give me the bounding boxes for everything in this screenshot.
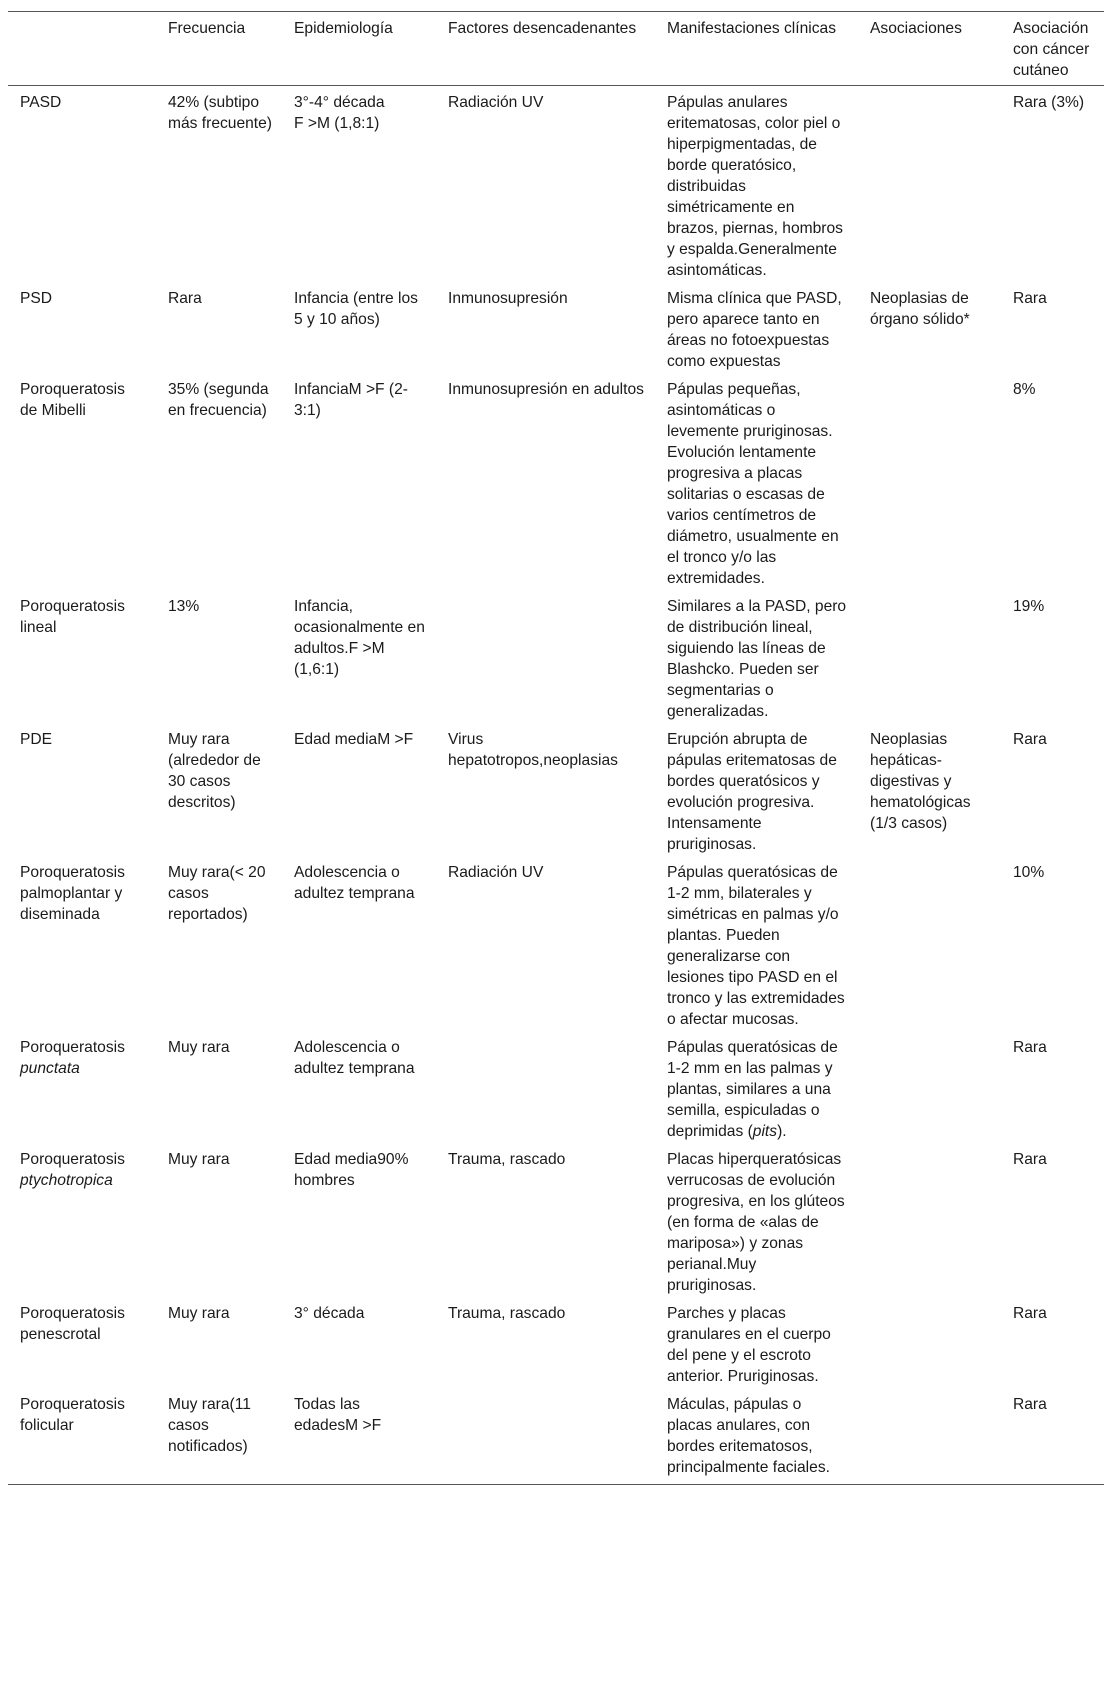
skin-cancer-cell: Rara [1001,1388,1104,1485]
associations-cell: Neoplasias de órgano sólido* [870,290,970,328]
associations-cell [858,590,1001,723]
epidemiology-cell: Todas las edadesM >F [282,1388,436,1485]
frequency-cell: 13% [168,598,200,615]
table-row [8,1388,1104,1485]
type-name: PASD [20,94,62,111]
clinical-cell [655,590,858,723]
table-row [8,373,1104,590]
type-cell [8,1143,156,1297]
type-name: PSD [20,290,53,307]
type-name-italic: punctata [20,1060,80,1077]
frequency-cell: Rara [168,290,202,307]
clinical-cell [655,1031,858,1143]
header-cell [8,12,156,86]
type-name: Poroqueratosis [20,1039,125,1056]
skin-cancer-cell: Rara [1013,1305,1047,1322]
skin-cancer-cell: 19% [1013,598,1045,615]
triggers-cell: Inmunosupresión [448,290,568,307]
triggers-cell: Inmunosupresión en adultos [448,381,644,398]
type-name: Poroqueratosis lineal [20,598,125,636]
triggers-cell: Trauma, rascado [448,1151,566,1168]
clinical-cell [655,86,858,283]
epidemiology-cell: 3° década [294,1305,365,1322]
associations-cell [858,373,1001,590]
table-row [8,590,1104,723]
clinical-text: Máculas, pápulas o placas anulares, con bordes eritematosos, principalmente faciales. [667,1396,830,1476]
epidemiology-cell: Adolescencia o adultez temprana [294,1039,415,1077]
type-cell [8,1031,156,1143]
associations-cell [858,1388,1001,1485]
clinical-text: Similares a la PASD, pero de distribución lineal, siguiendo las líneas de Blashcko. Pueden ser segmentarias o generalizadas. [667,598,847,720]
epidemiology-cell: Infancia (entre los 5 y 10 años) [294,290,418,328]
clinical-cell [655,856,858,1031]
clinical-text: Placas hiperqueratósicas verrucosas de evolución progresiva, en los glúteos (en forma de «alas de mariposa») y zonas perianal.Muy pruriginosas. [667,1151,845,1294]
associations-cell [858,1143,1001,1297]
clinical-cell [655,282,858,373]
type-name: Poroqueratosis de Mibelli [20,381,125,419]
header-cell: Manifestaciones clínicas [655,12,858,86]
triggers-cell: Trauma, rascado [448,1305,566,1322]
header-cell: Asociación con cáncer cutáneo [1001,12,1104,86]
header-cell: Factores desencadenantes [436,12,655,86]
triggers-cell [436,590,655,723]
epidemiology-cell: Edad media90% hombres [294,1151,409,1189]
porokeratosis-table [8,11,1104,1485]
type-cell [8,1388,156,1485]
skin-cancer-cell: Rara (3%) [1013,94,1085,111]
skin-cancer-cell: Rara [1013,1039,1047,1056]
type-name: Poroqueratosis [20,1151,125,1168]
clinical-text: Pápulas queratósicas de 1-2 mm, bilaterales y simétricas en palmas y/o plantas. Pueden generalizarse con lesiones tipo PASD en el tronco y las extremidades o afectar mucosas. [667,864,845,1028]
triggers-cell: Virus hepatotropos,neoplasias [448,731,618,769]
epidemiology-cell: Adolescencia o adultez temprana [294,864,415,902]
clinical-text: Pápulas pequeñas, asintomáticas o levemente pruriginosas. Evolución lentamente progresiva a placas solitarias o escasas de varios centímetros de diámetro, usualmente en el tronco y/o las extremidades. [667,381,839,587]
triggers-cell: Radiación UV [448,94,544,111]
header-cell: Frecuencia [156,12,282,86]
type-name-italic: ptychotropica [20,1172,113,1189]
clinical-cell [655,1297,858,1388]
frequency-cell: Muy rara (alrededor de 30 casos descritos) [168,731,261,811]
frequency-cell: Muy rara [168,1039,230,1056]
associations-cell [858,1031,1001,1143]
table-row [8,1143,1104,1297]
skin-cancer-cell: Rara [1013,290,1047,307]
triggers-cell: Radiación UV [448,864,544,881]
clinical-cell [655,1143,858,1297]
skin-cancer-cell: 10% [1013,864,1045,881]
table-container [8,11,1104,1485]
epidemiology-cell: Infancia, ocasionalmente en adultos.F >M (1,6:1) [294,598,425,678]
header-cell: Asociaciones [858,12,1001,86]
table-row [8,856,1104,1031]
table-row [8,1031,1104,1143]
frequency-cell: 42% (subtipo más frecuente) [168,94,273,132]
clinical-cell [655,723,858,856]
clinical-text: Parches y placas granulares en el cuerpo del pene y el escroto anterior. Pruriginosas. [667,1305,831,1385]
triggers-cell [436,1031,655,1143]
associations-cell [858,86,1001,283]
skin-cancer-cell: Rara [1013,731,1047,748]
type-cell [8,86,156,283]
associations-cell: Neoplasias hepáticas-digestivas y hematológicas (1/3 casos) [870,731,971,832]
frequency-cell: Muy rara [168,1305,230,1322]
type-name: Poroqueratosis palmoplantar y diseminada [20,864,125,923]
table-row [8,86,1104,283]
frequency-cell: Muy rara [168,1151,230,1168]
type-cell [8,590,156,723]
type-cell [8,373,156,590]
table-row [8,723,1104,856]
clinical-text: Pápulas queratósicas de 1-2 mm en las palmas y plantas, similares a una semilla, espiculadas o deprimidas ( [667,1039,838,1140]
type-cell [8,282,156,373]
epidemiology-cell: 3°-4° década F >M (1,8:1) [294,94,385,132]
type-cell [8,1297,156,1388]
header-row [8,12,1104,86]
skin-cancer-cell: Rara [1013,1151,1047,1168]
frequency-cell: 35% (segunda en frecuencia) [168,381,269,419]
clinical-text: Erupción abrupta de pápulas eritematosas de bordes queratósicos y evolución progresiva. Intensamente pruriginosas. [667,731,837,853]
type-name: PDE [20,731,53,748]
type-name: Poroqueratosis folicular [20,1396,125,1434]
header-cell: Epidemiología [282,12,436,86]
clinical-italic: pits [752,1123,778,1140]
frequency-cell: Muy rara(< 20 casos reportados) [168,864,266,923]
type-cell [8,856,156,1031]
triggers-cell [436,1388,655,1485]
table-row [8,282,1104,373]
skin-cancer-cell: 8% [1013,381,1036,398]
clinical-text: Misma clínica que PASD, pero aparece tanto en áreas no fotoexpuestas como expuestas [667,290,842,370]
clinical-text: Pápulas anulares eritematosas, color piel o hiperpigmentadas, de borde queratósico, distribuidas simétricamente en brazos, piernas, hombros y espalda.Generalmente asintomáticas. [667,94,843,279]
clinical-cell [655,1388,858,1485]
epidemiology-cell: Edad mediaM >F [294,731,414,748]
clinical-end: ). [777,1123,787,1140]
associations-cell [858,1297,1001,1388]
table-row [8,1297,1104,1388]
clinical-cell [655,373,858,590]
epidemiology-cell: InfanciaM >F (2-3:1) [294,381,408,419]
frequency-cell: Muy rara(11 casos notificados) [156,1388,282,1485]
type-cell [8,723,156,856]
type-name: Poroqueratosis penescrotal [20,1305,125,1343]
associations-cell [858,856,1001,1031]
